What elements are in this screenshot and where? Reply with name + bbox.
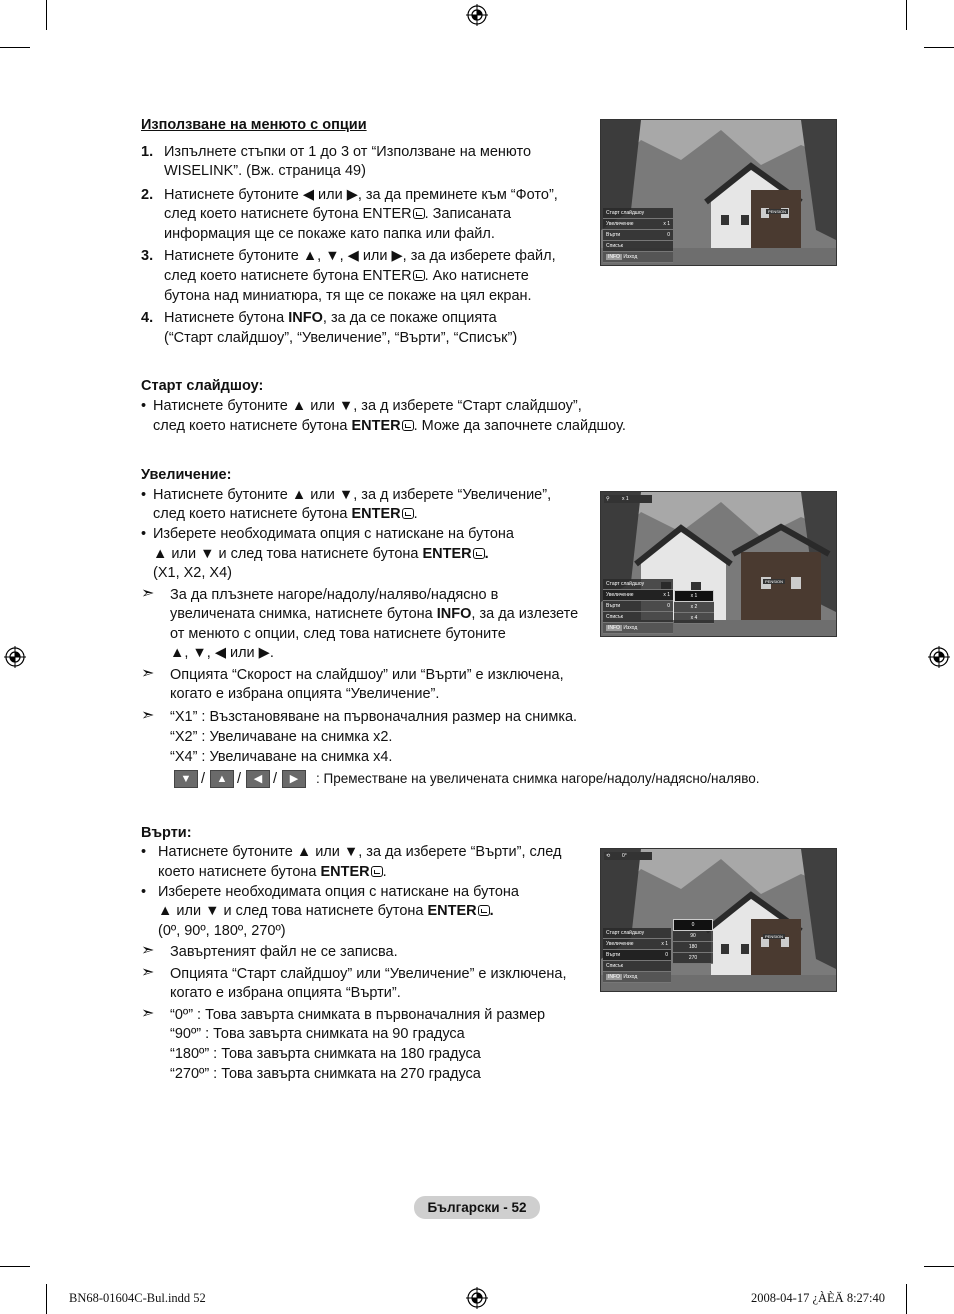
options-menu — [603, 579, 673, 634]
note-text: от менюто с опции, след това натиснете бутоните — [170, 626, 506, 642]
note-arrow-icon: ➣ — [141, 665, 155, 682]
bullet-text: (0º, 90º, 180º, 270º) — [158, 923, 286, 939]
note-arrow-icon: ➣ — [141, 1005, 155, 1022]
nav-separator: / — [201, 771, 206, 787]
crop-mark — [46, 0, 47, 30]
menu-item-slideshow[interactable]: Старт слайдшоу — [603, 928, 671, 939]
menu-item-zoom[interactable]: Увеличение x 1 — [603, 939, 671, 950]
rotate-option[interactable]: 180 — [673, 942, 713, 953]
bullet-text: Изберете необходимата опция с натискане на бутона — [153, 526, 514, 542]
menu-item-list[interactable]: Списък — [603, 961, 671, 972]
rotate-option[interactable]: 90 — [673, 931, 713, 942]
registration-mark-icon — [466, 4, 488, 26]
rotate-option[interactable]: 270 — [673, 953, 713, 964]
bullet-dot: • — [141, 884, 147, 900]
note-text: За да плъзнете нагоре/надолу/наляво/надясно в — [170, 587, 499, 603]
zoom-option[interactable]: x 1 — [674, 590, 714, 602]
bullet-text: Изберете необходимата опция с натискане на бутона — [158, 884, 519, 900]
rotate-options-list — [673, 919, 713, 964]
menu-item-slideshow[interactable]: Старт слайдшоу — [603, 579, 673, 590]
section-heading: Върти: — [141, 825, 192, 841]
note-arrow-icon: ➣ — [141, 707, 155, 724]
step-number: 1. — [141, 144, 154, 160]
menu-footer: INFO Изход — [603, 972, 671, 983]
note-text: когато е избрана опцията “Върти”. — [170, 985, 401, 1001]
step-text: след което натиснете бутона ENTER . Записаната — [164, 206, 512, 222]
menu-item-list[interactable]: Списък — [603, 612, 673, 623]
bullet-text: Натиснете бутоните ▲ или ▼, за да изберете “Върти”, след — [158, 844, 562, 860]
note-text: “X4” : Увеличаване на снимка x4. — [170, 749, 393, 765]
note-text: когато е избрана опцията “Увеличение”. — [170, 686, 440, 702]
bullet-text: ▲ или ▼ и след това натиснете бутона ENTER . — [153, 546, 489, 562]
rotate-badge: ⟲ 0° — [604, 852, 652, 860]
note-text: “X2” : Увеличаване на снимка x2. — [170, 729, 393, 745]
menu-item-rotate[interactable]: Върти 0 — [603, 601, 673, 612]
note-text: Опцията “Старт слайдшоу” или “Увеличение” е изключена, — [170, 966, 567, 982]
note-arrow-icon: ➣ — [141, 964, 155, 981]
menu-item-rotate[interactable]: Върти 0 — [603, 230, 673, 241]
house-sign: PENSION — [765, 579, 784, 584]
print-date: 2008-04-17 ¿ÀÈÄ 8:27:40 — [751, 1291, 886, 1305]
step-text: Натиснете бутоните ▲, ▼, ◀ или ▶, за да изберете файл, — [164, 248, 556, 264]
bullet-text: (X1, X2, X4) — [153, 565, 232, 581]
bullet-dot: • — [141, 526, 147, 542]
magnifier-icon: ⚲ — [606, 496, 610, 502]
step-text: Изпълнете стъпки от 1 до 3 от “Използване на менюто — [164, 144, 532, 160]
note-text: Опцията “Скорост на слайдшоу” или “Върти” е изключена, — [170, 667, 564, 683]
note-text: ▲, ▼, ◀ или ▶. — [170, 645, 274, 661]
enter-icon — [402, 420, 414, 431]
crop-mark — [924, 47, 954, 48]
step-text: Натиснете бутоните ◀ или ▶, за да преминете към “Фото”, — [164, 187, 558, 203]
crop-mark — [906, 0, 907, 30]
note-text: “X1” : Възстановяване на първоначалния размер на снимка. — [170, 709, 578, 725]
tv-screen-options — [600, 119, 837, 266]
bullet-text: след което натиснете бутона ENTER . Може да започнете слайдшоу. — [153, 418, 626, 434]
bullet-text: Натиснете бутоните ▲ или ▼, за д изберете “Старт слайдшоу”, — [153, 398, 582, 414]
up-button-icon: ▲ — [210, 770, 234, 788]
menu-item-list[interactable]: Списък — [603, 241, 673, 252]
enter-icon — [413, 208, 425, 219]
options-menu — [603, 928, 671, 983]
bullet-dot: • — [141, 398, 147, 414]
section-heading: Увеличение: — [141, 467, 232, 483]
menu-footer: INFO Изход — [603, 252, 673, 263]
menu-footer: INFO Изход — [603, 623, 673, 634]
zoom-options-list — [674, 590, 714, 624]
registration-mark-icon — [466, 1287, 488, 1309]
options-menu — [603, 208, 673, 263]
bullet-dot: • — [141, 487, 147, 503]
rotate-icon: ⟲ — [606, 853, 611, 859]
registration-mark-icon — [4, 646, 26, 668]
right-button-icon: ▶ — [282, 770, 306, 788]
section-heading: Старт слайдшоу: — [141, 378, 264, 394]
crop-mark — [46, 1284, 47, 1314]
nav-separator: / — [237, 771, 242, 787]
step-text: информация ще се покаже като папка или файл. — [164, 226, 495, 242]
bullet-text: ▲ или ▼ и след това натиснете бутона ENTER . — [158, 903, 494, 919]
menu-item-rotate[interactable]: Върти 0 — [603, 950, 671, 961]
step-text: бутона над миниатюра, тя ще се покаже на цял екран. — [164, 288, 532, 304]
zoom-option[interactable]: x 4 — [674, 613, 714, 624]
zoom-badge: ⚲ x 1 — [604, 495, 652, 503]
menu-item-zoom[interactable]: Увеличение x 1 — [603, 219, 673, 230]
bullet-text: което натиснете бутона ENTER . — [158, 864, 387, 880]
note-text: увеличената снимка, натиснете бутона INFO, за да излезете — [170, 606, 579, 622]
registration-mark-icon — [928, 646, 950, 668]
enter-icon — [478, 905, 490, 916]
enter-icon — [473, 548, 485, 559]
step-number: 4. — [141, 310, 154, 326]
nav-separator: / — [273, 771, 278, 787]
bullet-text: Натиснете бутоните ▲ или ▼, за д изберете “Увеличение”, — [153, 487, 552, 503]
menu-item-zoom[interactable]: Увеличение x 1 — [603, 590, 673, 601]
page-number-badge: Български - 52 — [414, 1196, 540, 1219]
tv-screen-zoom — [600, 491, 837, 637]
menu-item-slideshow[interactable]: Старт слайдшоу — [603, 208, 673, 219]
note-text: “0º” : Това завърта снимката в първоначалния й размер — [170, 1007, 546, 1023]
note-text: Завъртеният файл не се записва. — [170, 944, 398, 960]
bullet-dot: • — [141, 844, 147, 860]
house-sign: PENSION — [765, 934, 784, 939]
step-text: Натиснете бутона INFO, за да се покаже опцията — [164, 310, 497, 326]
note-text: “270º” : Това завърта снимката на 270 градуса — [170, 1066, 481, 1082]
house-sign: PENSION — [768, 209, 787, 214]
crop-mark — [0, 1266, 30, 1267]
section-heading: Използване на менюто с опции — [141, 117, 367, 133]
rotate-option[interactable]: 0 — [673, 919, 713, 931]
note-text: “180º” : Това завърта снимката на 180 градуса — [170, 1046, 481, 1062]
file-name: BN68-01604C-Bul.indd 52 — [69, 1291, 206, 1305]
enter-icon — [413, 270, 425, 281]
note-text: “90º” : Това завърта снимката на 90 градуса — [170, 1026, 465, 1042]
crop-mark — [906, 1284, 907, 1314]
crop-mark — [924, 1266, 954, 1267]
step-text: WISELINK”. (Вж. страница 49) — [164, 163, 366, 179]
crop-mark — [0, 47, 30, 48]
enter-icon — [402, 508, 414, 519]
note-arrow-icon: ➣ — [141, 942, 155, 959]
step-number: 2. — [141, 187, 154, 203]
left-button-icon: ◀ — [246, 770, 270, 788]
note-arrow-icon: ➣ — [141, 585, 155, 602]
zoom-option[interactable]: x 2 — [674, 602, 714, 613]
step-text: (“Старт слайдшоу”, “Увеличение”, “Върти”, “Списък”) — [164, 330, 518, 346]
bullet-text: след което натиснете бутона ENTER . — [153, 506, 418, 522]
nav-description: : Преместване на увеличената снимка нагоре/надолу/надясно/наляво. — [316, 771, 760, 786]
step-text: след което натиснете бутона ENTER . Ако натиснете — [164, 268, 529, 284]
step-number: 3. — [141, 248, 154, 264]
tv-screen-rotate — [600, 848, 837, 992]
enter-icon — [371, 866, 383, 877]
down-button-icon: ▼ — [174, 770, 198, 788]
